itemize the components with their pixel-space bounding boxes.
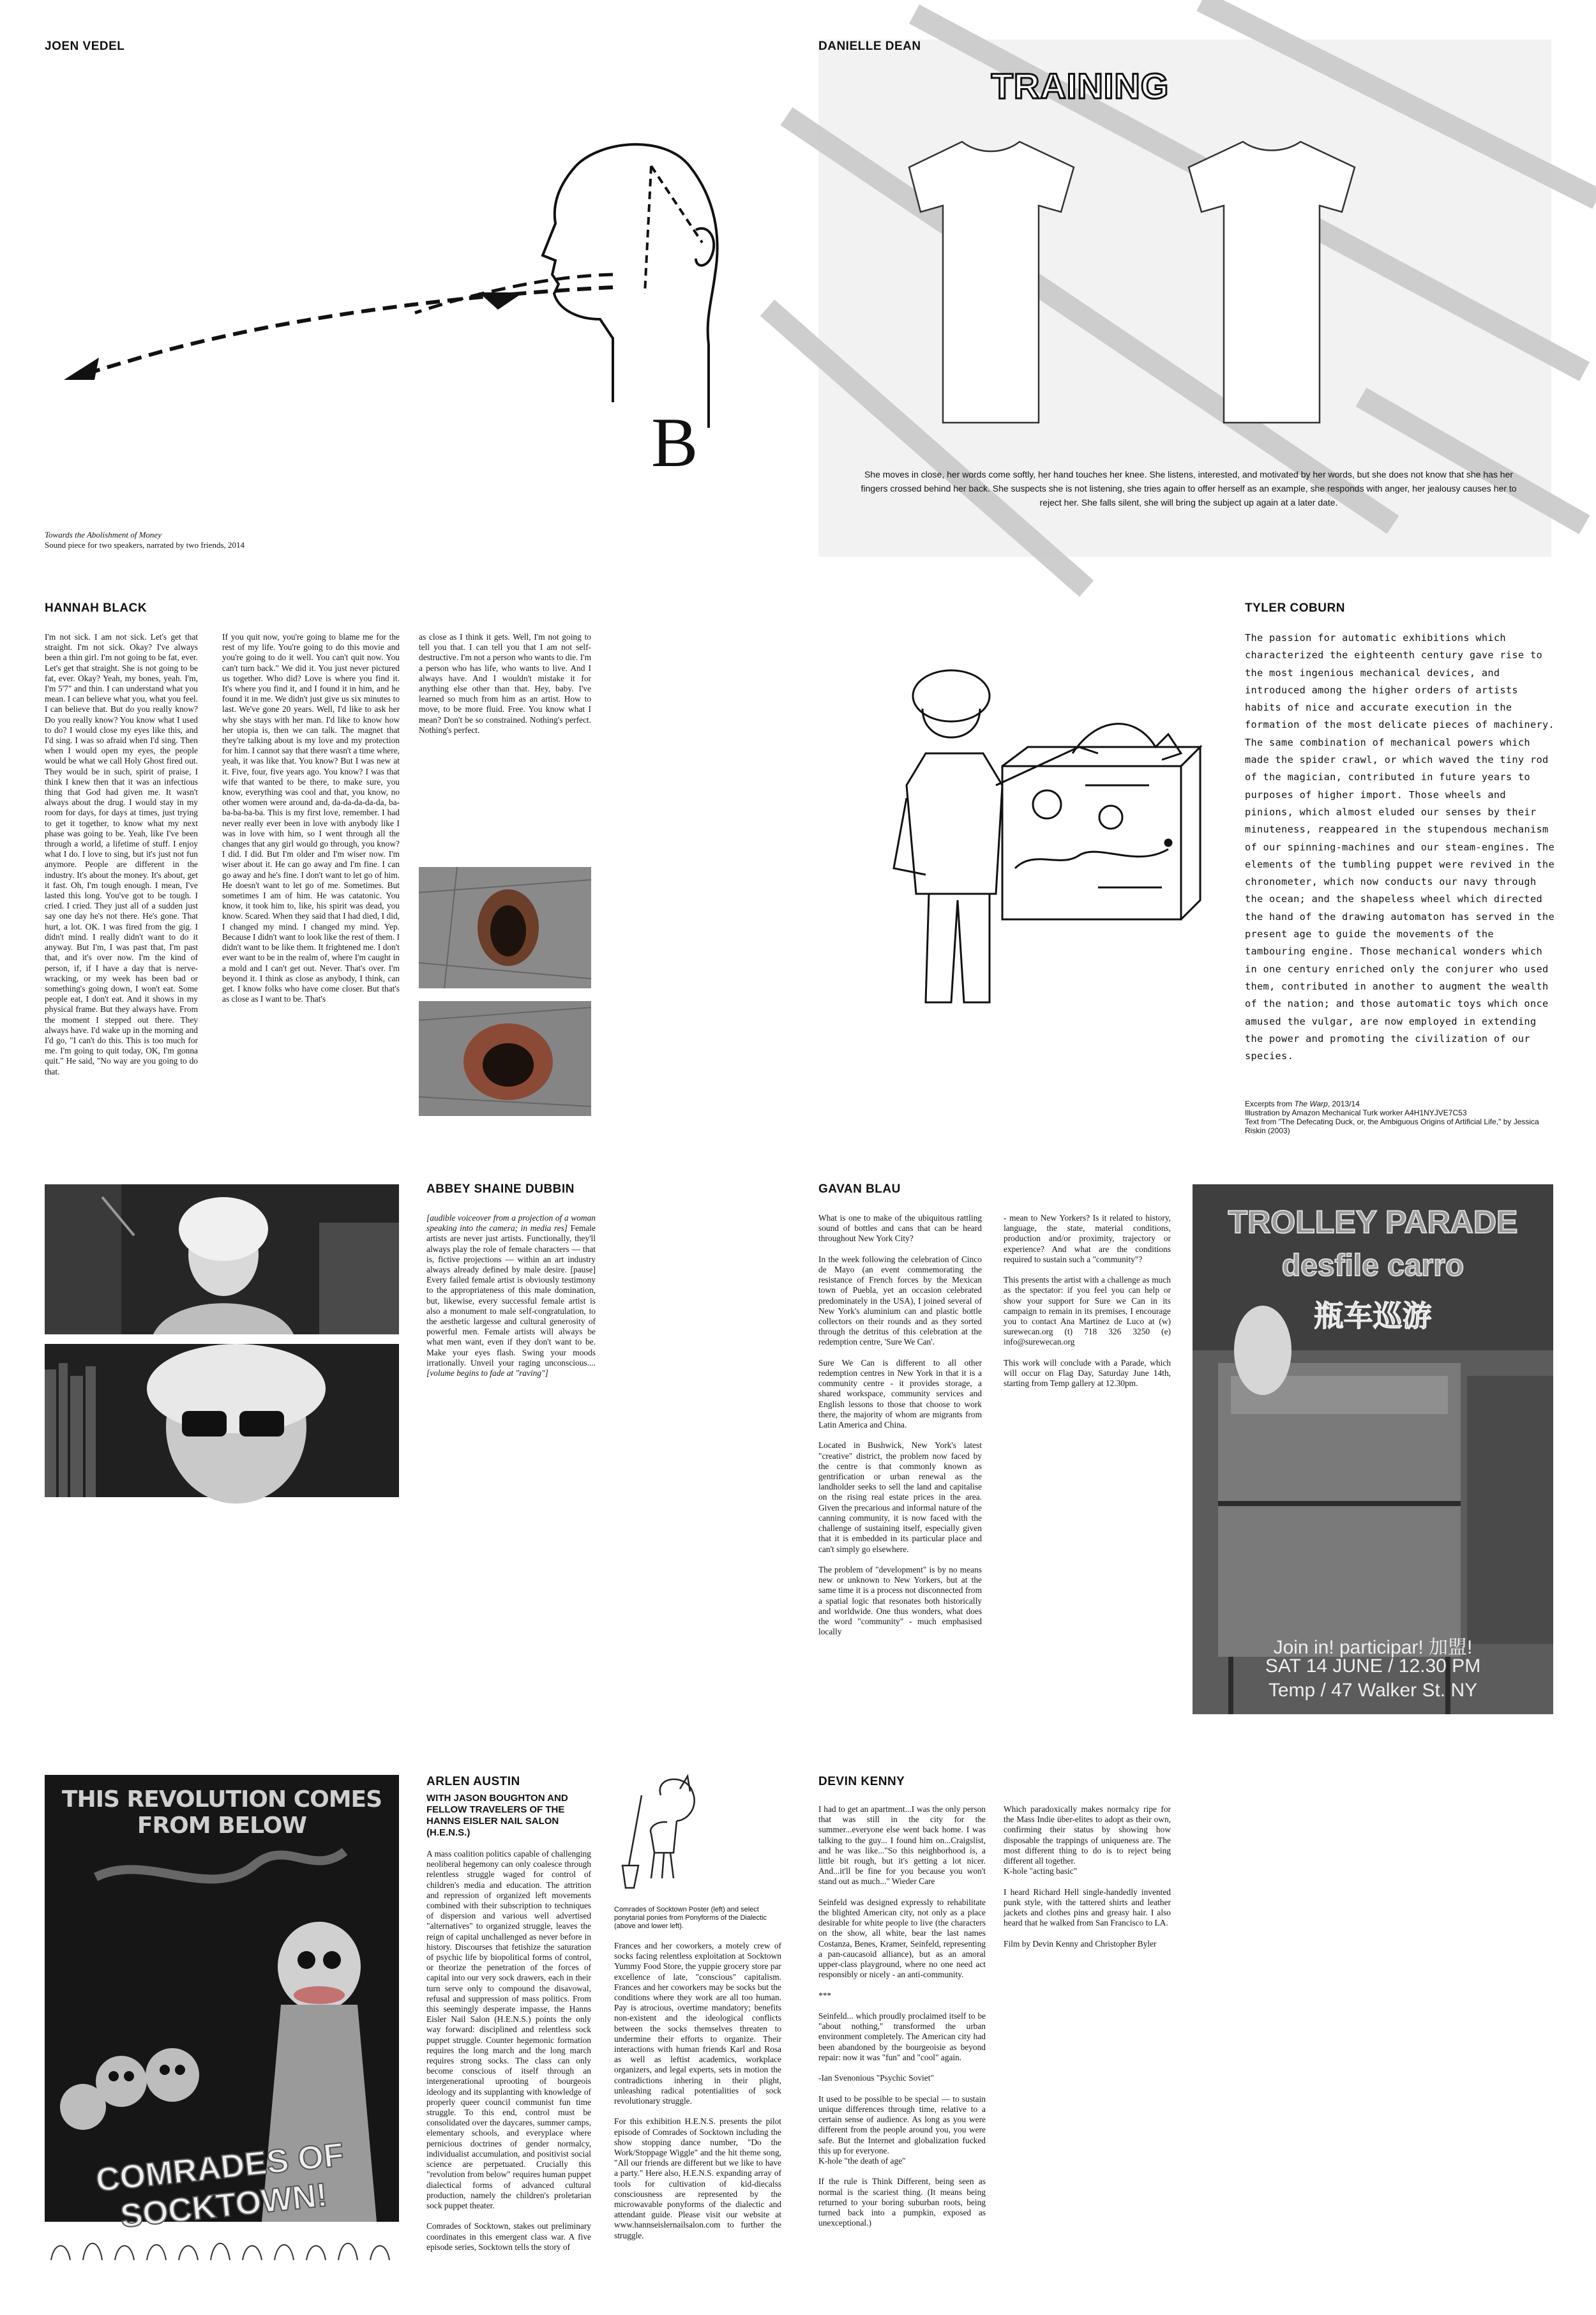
poster-line-3: Temp / 47 Walker St. NY bbox=[1268, 1680, 1478, 1701]
abbey-photo-2 bbox=[45, 1344, 399, 1497]
socktown-poster-bottom: COMRADES OF SOCKTOWN! bbox=[94, 2136, 346, 2235]
tyler-captions bbox=[1245, 1099, 1551, 1135]
automaton-box-illustration bbox=[868, 658, 1226, 1028]
hannah-col1: I'm not sick. I am not sick. Let's get that straight. I'm not sick. Okay? I've always been a thin girl. I'm not going to be fat, ever. Let's get that straight. She is not going to be fat, ever. Okay? Yeah, my bones, yeah. I'm, I'm 5'7" and thin. I can understand what you mean. I can believe what you, what you feel. I can believe that. But do you really know? Do you really know? You know what I used to do? I would close my eyes like this, and I'd sing. I was so afraid when I'd sing. Then when I would open my eyes, the people would be what we call Holy Ghost fired out. They would be in such, spirit of praise, I think I knew then that it was an infectious thing that God had given me. It wasn't always about the drug. I would stay in my room for days, for days at times, just trying to get it together, to know what my next phase was going to be. Yeah, like I've been through a world, a lifetime of stuff. I enjoy what I do. I love to sing, but it's just not fun anymore. People are different in the industry. It's about the money. It's about, get it fast. Oh, I'm tough enough. I mean, I've lasted this long. You've got to be tough. I cried. I cried. They just all of a sudden just say one day he's not there. He's gone. That hurt, a lot. OK. I was fired from the gig. I didn't mind. I really didn't want to do it anyway. But I'm, I was past that, I'm past that, and it's over now. I'm the kind of person, if, if I have a day that is nerve-wracking, or my week has been bad or something's going down, I won't eat. Some people eat, I don't eat. And it shows in my physical frame. But they always have. From the moment I stepped out there. They always have. I'd wake up in the morning and I'd go, "I can't do this. This is too much for me. I'm going to quit today, OK, I'm gonna quit." He said, "No way are you going to do that. bbox=[45, 632, 198, 1076]
gavan-col1: What is one to make of the ubiquitous rattling sound of bottles and cans that can be heard throughout New York City? In the week following the celebration of Cinco de Mayo (an event commemorating the resistance of French forces by the Mexican town of Puebla, yet an occasion celebrated predominately in the USA), I joined several of New York's aluminium can and plastic bottle collectors on their rounds and as they sorted through the detritus of this celebration at the redemption centre, 'Sure We Can'. Sure We Can is different to all other redemption centres in New York in that it is a community centre - it provides storage, a shared workspace, community services and English lessons to those that choose to work there, the majority of whom are migrants from Latin America and China. Located in Bushwick, New York's latest "creative" district, the problem now faced by the centre is that commonly known as gentrification or urban renewal as the landholder seeks to sell the land and capitalise on the rising real estate prices in the area. Given the precarious and informal nature of the canning community, it is now faced with the challenge of sustaining itself, especially given that it is embedded in its particular place and can't simply go elsewhere. The problem of "development" is by no means new or unknown to New Yorkers, but at the same time it is a process not disconnected from a spatial logic that resonates both historically and worldwide. One thus wonders, what does the word "community" - much emphasised locally bbox=[818, 1213, 982, 1637]
gavan-col2: - mean to New Yorkers? Is it related to history, language, the state, material conditions, production and/or proximity, trajectory or experience? And what are the conditions required to sustain such a "community"? This presents the artist with a challenge as much as the spectator: if you feel you can help or show your support for Sure we Can in its campaign to remain in its premises, I encourage you to contact Ana Martinez de Luco at (w) surewecan.org (t) 718 326 3250 (e) info@surewecan.org This work will conclude with a Parade, which will occur on Flag Day, Saturday June 14th, starting from Temp gallery at 12.30pm. bbox=[1004, 1213, 1171, 1389]
arlen-col1: A mass coalition politics capable of challenging neoliberal hegemony can only coalesce through relentless struggle waged for control of children's media and education. The attrition and repression of organized left movements combined with their subscription to techniques of dispersion and various well advertised "alternatives" to organized struggle, leaves the reign of capital unchallenged as never before in history. Discourses that fetishize the saturation of psychic life by biopolitical forms of control, or theorize the penetration of the forces of capital into our very sock drawers, each in their turn serve only to compound the disavowal, refusal and suppression of mass politics. From this seemingly desperate impasse, the Hanns Eisler Nail Salon (H.E.N.S.) points the only way forward: disciplined and relentless sock puppet struggle. Counter hegemonic formation requires the long march and the long march requires strong socks. The class can only become conscious of itself through an intergenerational uprooting of bourgeois ideology and its supplanting with knowledge of properly queer council communist fun time struggle. To this end, control must be consolidated over the daycares, summer camps, elementary schools, and everyplace where pernicious doctrines of gender normalcy, individualist accumulation, and positivist social science are perpetuated. Crucially this "revolution from below" requires human puppet dialectical forms of advanced cultural production, namely the children's proletarian sock puppet theater. Comrades of Socktown, stakes out preliminary coordinates in this emergent class war. A five episode series, Socktown tells the story of bbox=[426, 1849, 591, 2252]
training-text: She moves in close, her words come softly, her hand touches her knee. She listens, interested, and motivated by her words, but she does not know that she has her fingers crossed behind her back. She suspects she is not listening, she tries again to offer herself as an example, she responds with anger, her jealousy causes her to reject her. She falls silent, she will bring the subject up again at a later date. bbox=[861, 469, 1517, 508]
tyler-caption2: Illustration by Amazon Mechanical Turk worker A4H1NYJVE7C53 bbox=[1245, 1108, 1467, 1117]
devin-col2: Which paradoxically makes normalcy ripe for the Mass Indie über-elites to adopt as their own, confirming their status by showing how disposable the trappings of uniqueness are. The most different thing to do is to reject being different all together. K-hole "acting basic" I heard Richard Hell single-handedly invented punk style, with the tattered shirts and leather jackets and clothes pins and greasy hair. I also heard that he walked from San Francisco to LA. Film by Devin Kenny and Christopher Byler bbox=[1004, 1804, 1171, 1949]
hannah-col2: If you quit now, you're going to blame me for the rest of my life. You're going to do this movie and you're going to do it well. You can't quit now. You can't turn back." We did it. You just never pictured us together. Who did? Love is where you find it. It's where you find it, and I found it in him, and he found it in me. We didn't just give us six minutes to last. We've gone 20 years. Well, I'd like to ask her why she stays with her man. I'd like to know how her utopia is, then we can talk. The magnet that they're talking about is my love and my protection for him. I cannot say that there wasn't a time where, yeah, it was like that. You know? But I was new at it. Five, four, five years ago. You know? I was that wife that wanted to be there, to make sure, you know, everything was cool and that, you know, no other women were around and, da-da-da-da-da, ba-ba-ba-ba-ba. This is my first love, remember. I had never really ever been in love with anybody like I was in love with him, so I went through all the changes that any girl would go through, you know? I did. I did. But I'm older and I'm wiser now. I'm wiser about it. He can go away and I'm fine. I can go away and he's fine. I don't want to let go of him. He doesn't want to let go of me. Sometimes. But sometimes I am of him. He was catatonic. You know, it took him to, like, his spirit was dead, you know. Scared. When they said that I had died, I did, I changed my mind. I changed my mind. Yep. Because I didn't want to look like the rest of them. I didn't want to be like them. It frightened me. I don't ever want to be in the realm of, where I'm caught in a mold and I can't get out. Never. That's over. I'm beyond it. I think as close as anybody, I think, can get. I know folks who have come closer. But that's as close as I want to be. That's bbox=[222, 632, 400, 1004]
hannah-col3: as close as I think it gets. Well, I'm not going to tell you that. I can tell you that I am not self-destructive. I'm not a person who wants to die. I'm a person who has life, who wants to live. And I always have. And I wouldn't mistake it for anything else other than that. Hey, baby. I've learned so much from him as an artist. How to move, to be more fluid. Free. You know what I mean? Don't be so constrained. Nothing's perfect. Nothing's perfect. bbox=[419, 632, 591, 735]
abbey-text-outro: [volume begins to fade at "raving"] bbox=[426, 1368, 548, 1378]
tyler-name: TYLER COBURN bbox=[1245, 601, 1345, 615]
abbey-text-body: Female artists are never just artists. Functionally, they'll always play the role of female characters — that is, fictive projections — within an art industry always already defined by male desire. [pause] Every failed female artist is obviously testimony to the appropriateness of this male domination, but, likewise, every successful female artist is also a monument to male self-congratulation, to the aesthetic largesse and cultural generosity of powerful men. Female artists will always be what men want, even if they don't want to be. Make your eyes flash. Swing your moods irrationally. Unveil your raging unconscious.... bbox=[426, 1223, 596, 1368]
poster-line-1: Join in! participar! 加盟! bbox=[1273, 1637, 1473, 1658]
ponyforms-strip bbox=[45, 2228, 399, 2266]
hannah-name: HANNAH BLACK bbox=[45, 601, 147, 615]
arlen-col2: Frances and her coworkers, a motely crew of socks facing relentless exploitation at Socktown Yummy Food Store, the yuppie grocery store par excellence of late, "conscious" capitalism. Frances and her coworkers may be socks but the conditions where they work are all too human. Pay is atrocious, overtime mandatory; benefits non-existent and the ideological conflicts between the socks themselves threaten to undermine their efforts to organize. Their interactions with human friends Karl and Rosa as well as leftist academics, workplace organizers, and legal experts, sets in motion the contradictions inhering in their plight, unleashing radical potentialities of sock revolutionary struggle. For this exhibition H.E.N.S. presents the pilot episode of Comrades of Socktown including the show stopping dance number, "Do the Work/Stoppage Wiggle" and the hit theme song, "All our friends are different but we like to have a party." Here also, H.E.N.S. expanding array of tools for cultivation of kid-diecalss consciousness are represented by the microwavable ponyforms of the dialectic and attendant guide. Please visit our website at www.hannseislernailsalon.com to further the struggle. bbox=[614, 1941, 781, 2240]
tyler-text: The passion for automatic exhibitions which characterized the eighteenth century gave rise to the most ingenious mechanical devices, and introduced among the higher orders of artists habits of nice and accurate execution in the formation of the most delicate pieces of machinery. The same combination of mechanical powers which made the spider crawl, or which waved the tiny rod of the magician, contributed in future years to purposes of higher import. Those wheels and pinions, which almost eluded our senses by their minuteness, reappeared in the stupendous mechanism of our spinning-machines and our steam-engines. The elements of the tumbling puppet were revived in the chronometer, which now conducts our navy through the ocean; and the shapeless wheel which directed the hand of the drawing automaton has served in the present age to guide the movements of the tambouring engine. Those mechanical wonders which in one century enriched only the conjurer who used them, contributed in another to augment the wealth of the nation; and those automatic toys which once amused the vulgar, are now employed in extending the power and promoting the civilization of our species. bbox=[1245, 632, 1555, 1062]
speaking-head-illustration bbox=[38, 128, 753, 498]
joen-name: JOEN VEDEL bbox=[45, 40, 125, 53]
abbey-text-intro: [audible voiceover from a projection of a woman speaking into the camera; in media res] bbox=[426, 1213, 596, 1233]
trolley-parade-poster bbox=[1193, 1184, 1553, 1714]
tyler-caption1-suffix: , 2013/14 bbox=[1327, 1099, 1360, 1108]
danielle-name: DANIELLE DEAN bbox=[818, 40, 921, 53]
gavan-name: GAVAN BLAU bbox=[818, 1182, 901, 1196]
poster-title-3: 瓶车巡游 bbox=[1314, 1299, 1432, 1332]
letter-b: B bbox=[651, 403, 698, 481]
devin-name: DEVIN KENNY bbox=[818, 1775, 905, 1788]
poster-line-2: SAT 14 JUNE / 12.30 PM bbox=[1265, 1655, 1481, 1677]
poster-title-1: TROLLEY PARADE bbox=[1228, 1204, 1518, 1240]
arlen-caption: Comrades of Socktown Poster (left) and select ponytarial ponies from Ponyforms of the Dialectic (above and lower left). bbox=[614, 1906, 767, 1930]
joen-caption-text: Sound piece for two speakers, narrated by two friends, 2014 bbox=[45, 540, 245, 550]
tyler-caption1-prefix: Excerpts from bbox=[1245, 1099, 1293, 1108]
socktown-poster-title: THIS REVOLUTION COMES FROM BELOW bbox=[61, 1786, 382, 1839]
joen-caption bbox=[45, 530, 245, 550]
tyler-caption3: Text from "The Defecating Duck, or, the Ambiguous Origins of Artificial Life," by Jessica Riskin (2003) bbox=[1245, 1117, 1539, 1135]
abbey-name: ABBEY SHAINE DUBBIN bbox=[426, 1182, 575, 1196]
training-title: TRAINING bbox=[991, 66, 1170, 106]
joen-caption-title: Towards the Abolishment of Money bbox=[45, 530, 162, 539]
abbey-text bbox=[426, 1213, 596, 1481]
pony-illustration bbox=[616, 1770, 718, 1897]
tyler-caption1-italic: The Warp bbox=[1294, 1099, 1328, 1108]
arlen-subtitle: WITH JASON BOUGHTON AND FELLOW TRAVELERS OF THE HANNS EISLER NAIL SALON (H.E.N.S.) bbox=[426, 1793, 568, 1838]
socktown-poster bbox=[45, 1775, 399, 2235]
sinkhole-photo-2 bbox=[419, 1001, 591, 1116]
sinkhole-photo-1 bbox=[419, 867, 591, 988]
training-panel bbox=[818, 40, 1551, 557]
poster-title-2: desfile carro bbox=[1281, 1249, 1464, 1283]
arlen-name: ARLEN AUSTIN bbox=[426, 1775, 520, 1788]
devin-col1: I had to get an apartment...I was the only person that was still in the city for the summer...everyone else went back home. I was talking to the guy... I found him on...Craigslist, and he was like..."So this neighborhood is, a little bit rough, but it's getting a lot nicer. And...it'll be fine for you because you won't stand out as much..." Wieder Care Seinfeld was designed expressly to rehabilitate the blighted American city, not only as a place desirable for white people to live (the characters on the show, all white, bear the last names Costanza, Benes, Kramer, Seinfeld, representing a pan-caucasoid alliance), but as an amoral upper-class playground, where no one need act responsibly or nicely - an anti-community. *** Seinfeld... which proudly proclaimed itself to be "about nothing," transformed the urban environment completely. The American city had been abandoned by the bourgeoisie as beyond repair: now it was "fun" and "cool" again. -Ian Svenonious "Psychic Soviet" It used to be possible to be special — to sustain unique differences through time, relative to a certain sense of audience. As long as you were different from the people around you, you were safe. But the Internet and globalization fucked this up for everyone. K-hole "the death of age" If the rule is Think Different, being seen as normal is the scariest thing. (It means being returned to your boring suburban roots, being turned back into a pumpkin, exposed as unexceptional.) bbox=[818, 1804, 986, 2228]
abbey-photo-1 bbox=[45, 1184, 399, 1334]
